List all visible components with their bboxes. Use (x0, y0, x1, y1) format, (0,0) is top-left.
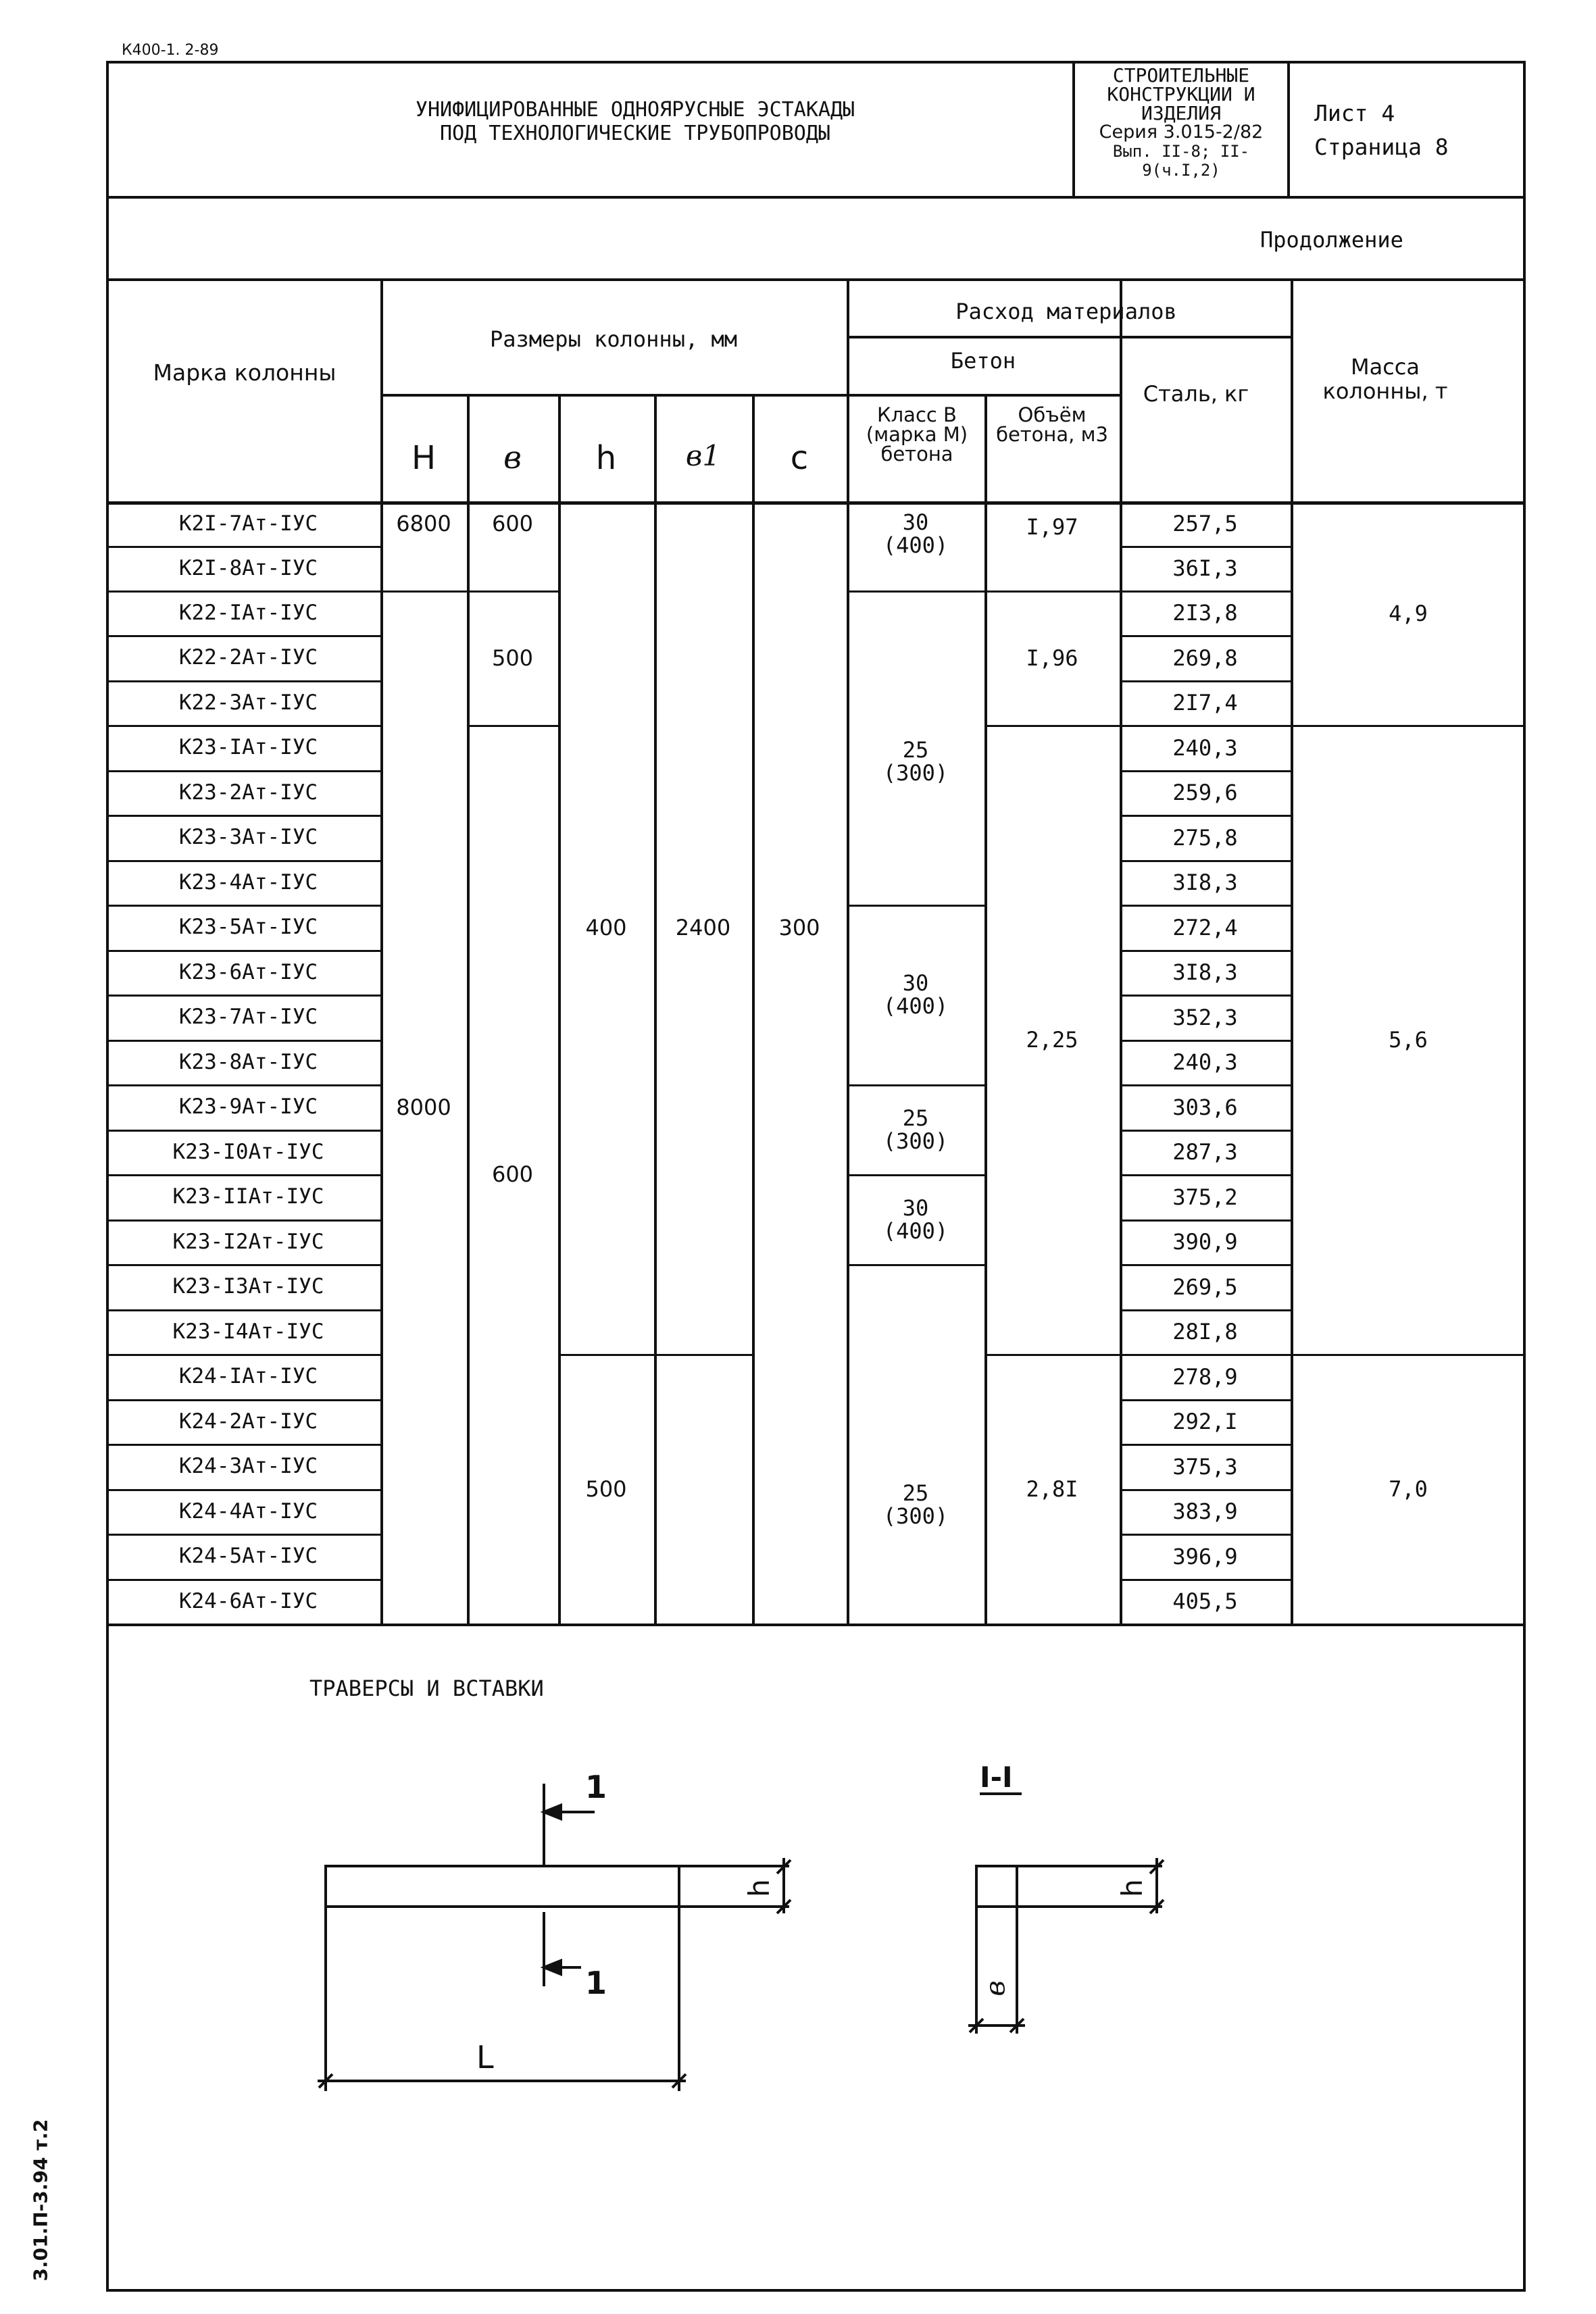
header-mark: Марка колонны (153, 359, 336, 386)
mark-cell-text: К22-3Ат-IУС (178, 690, 318, 715)
mark-cell (116, 1084, 380, 1130)
mark-cell-text: К23-4Ат-IУС (178, 870, 318, 895)
mark-cell-text: К23-6Ат-IУС (178, 959, 318, 984)
h-cell-text: 400 (585, 915, 627, 940)
steel-cell (1120, 546, 1291, 590)
section-title: I-I (980, 1761, 1013, 1794)
H-cell-text: 6800 (396, 511, 451, 536)
class-cell-text: 30 (902, 970, 929, 996)
steel-cell-text: 36I,3 (1172, 555, 1238, 581)
mark-cell (116, 950, 380, 995)
steel-cell-text: 272,4 (1172, 914, 1238, 940)
mark-cell (116, 905, 380, 950)
dim-L-label: L (476, 2039, 494, 2076)
steel-cell (1120, 905, 1291, 950)
steel-cell (1120, 680, 1291, 725)
class-cell (847, 1174, 984, 1264)
class-cell-text: (300) (882, 759, 949, 786)
steel-cell-text: 375,2 (1172, 1184, 1238, 1210)
class-cell-text: 30 (902, 509, 929, 535)
class-cell (847, 1084, 984, 1174)
mark-cell-text: К23-IАт-IУС (178, 735, 318, 759)
steel-cell-text: 2I7,4 (1172, 690, 1238, 715)
mark-cell-text: К23-8Ат-IУС (178, 1049, 318, 1074)
class-cell-text: (300) (882, 1128, 949, 1154)
b-cell-text: 600 (491, 1161, 534, 1187)
header-title-line-1: УНИФИЦИРОВАННЫЕ ОДНОЯРУСНЫЕ ЭСТАКАДЫ (415, 98, 855, 122)
mark-cell-text: К24-IАт-IУС (178, 1364, 318, 1388)
class-cell (847, 604, 984, 918)
b-cell-text: 600 (491, 511, 534, 536)
page-label: Страница 8 (1314, 134, 1449, 160)
steel-cell (1120, 770, 1291, 815)
steel-cell (1120, 1040, 1291, 1084)
header-materials-group: Расход материалов (955, 299, 1177, 324)
mark-cell (116, 1444, 380, 1489)
steel-cell-text: 240,3 (1172, 1049, 1238, 1075)
merge-rule (847, 1264, 984, 1266)
cut-label-bottom: 1 (585, 1965, 607, 2001)
section-line-4: Серия 3.015-2/82 (1099, 122, 1264, 143)
c-cell-text: 300 (778, 915, 820, 940)
steel-cell (1120, 1219, 1291, 1264)
steel-cell (1120, 1084, 1291, 1130)
volume-cell (984, 1354, 1120, 1624)
mark-cell (116, 1219, 380, 1264)
steel-cell-text: 390,9 (1172, 1229, 1238, 1255)
header-section-block (1076, 66, 1287, 180)
H-cell (380, 501, 467, 546)
mark-cell-text: К24-5Ат-IУС (178, 1544, 318, 1568)
steel-cell-text: 275,8 (1172, 824, 1238, 851)
steel-cell (1120, 1579, 1291, 1624)
table-bottom-rule (106, 1624, 1526, 1626)
mark-cell-text: К23-5Ат-IУС (178, 915, 318, 939)
volume-cell (984, 725, 1120, 1354)
volume-cell-text: 2,25 (1026, 1026, 1078, 1053)
mark-cell (116, 1264, 380, 1309)
merge-rule (654, 1354, 752, 1356)
header-divider-2 (1287, 61, 1290, 197)
header-h: h (595, 439, 617, 477)
mark-cell (116, 1399, 380, 1444)
b-cell (467, 725, 558, 1624)
steel-cell (1120, 1489, 1291, 1534)
mark-cell-text: К24-2Ат-IУС (178, 1409, 318, 1434)
header-mass: Масса колонны, т (1322, 354, 1448, 404)
steel-cell-text: 396,9 (1172, 1543, 1238, 1569)
dim-h-label-section: h (1115, 1879, 1149, 1897)
mark-cell (116, 1489, 380, 1534)
mark-cell (116, 995, 380, 1040)
steel-cell-text: 240,3 (1172, 734, 1238, 761)
mark-cell-text: К22-2Ат-IУС (178, 645, 318, 670)
dim-b-label-section: в (980, 1980, 1012, 1996)
b1-cell (654, 501, 752, 1354)
steel-cell (1120, 950, 1291, 995)
b-cell (467, 590, 558, 725)
cut-label-top: 1 (585, 1769, 607, 1805)
mark-cell (116, 1534, 380, 1579)
volume-cell (984, 590, 1120, 725)
steel-cell-text: 28I,8 (1172, 1319, 1238, 1344)
side-stamp: 3.01.П-3.94 т.2 (29, 2119, 52, 2282)
header-concrete-group: Бетон (950, 348, 1016, 374)
drawing-title: ТРАВЕРСЫ И ВСТАВКИ (309, 1676, 544, 1701)
mark-cell (116, 770, 380, 815)
mark-cell-text: К23-2Ат-IУС (178, 780, 318, 805)
steel-cell (1120, 1399, 1291, 1444)
class-cell-text: (400) (882, 532, 949, 558)
mass-cell-text: 4,9 (1389, 600, 1428, 626)
header-rule (847, 394, 1120, 397)
steel-cell (1120, 635, 1291, 680)
steel-cell-text: 3I8,3 (1172, 870, 1238, 895)
h-cell-text: 500 (585, 1476, 627, 1502)
volume-cell-text: I,97 (1026, 514, 1078, 540)
mark-cell-text: К23-I3Ат-IУС (172, 1274, 324, 1299)
header-bottom-rule (106, 196, 1526, 199)
steel-cell (1120, 995, 1291, 1040)
header-c: c (790, 439, 809, 477)
steel-cell (1120, 1130, 1291, 1174)
volume-cell-text: I,96 (1026, 645, 1078, 671)
steel-cell (1120, 590, 1291, 635)
mark-cell (116, 546, 380, 590)
mark-cell (116, 1174, 380, 1219)
mark-cell-text: К23-IIАт-IУС (172, 1184, 324, 1209)
mark-cell (116, 501, 380, 546)
mark-cell-text: К23-I4Ат-IУС (172, 1319, 324, 1344)
mass-cell-text: 7,0 (1389, 1476, 1428, 1502)
steel-cell-text: 3I8,3 (1172, 959, 1238, 985)
mark-cell-text: К24-3Ат-IУС (178, 1454, 318, 1478)
class-cell-text: 25 (902, 1480, 929, 1506)
steel-cell-text: 269,5 (1172, 1274, 1238, 1300)
class-cell-text: 30 (902, 1194, 929, 1221)
class-cell (847, 489, 984, 578)
class-cell-text: 25 (902, 736, 929, 763)
steel-cell-text: 287,3 (1172, 1139, 1238, 1165)
mass-cell-text: 5,6 (1389, 1026, 1428, 1053)
mark-cell-text: К2I-8Ат-IУС (178, 555, 318, 580)
header-rule (380, 394, 849, 397)
steel-cell-text: 352,3 (1172, 1004, 1238, 1030)
H-cell (380, 590, 467, 1624)
H-cell-text: 8000 (396, 1094, 451, 1120)
mark-cell-text: К23-I2Ат-IУС (172, 1229, 324, 1254)
mark-cell (116, 860, 380, 905)
merge-rule (847, 590, 984, 593)
mass-cell (1291, 1354, 1526, 1624)
steel-cell-text: 257,5 (1172, 511, 1238, 536)
steel-cell (1120, 1444, 1291, 1489)
steel-cell (1120, 1354, 1291, 1399)
mark-cell (116, 680, 380, 725)
section-line-2: КОНСТРУКЦИИ И (1107, 83, 1255, 105)
class-cell-text: (400) (882, 1217, 949, 1244)
volume-cell-text: 2,8I (1026, 1476, 1078, 1502)
section-line-1: СТРОИТЕЛЬНЫЕ (1112, 64, 1250, 86)
header-b1: в1 (685, 439, 721, 472)
mark-cell-text: К24-4Ат-IУС (178, 1499, 318, 1524)
continuation-bottom-rule (106, 278, 1526, 281)
header-b: в (503, 439, 522, 476)
header-divider-1 (1072, 61, 1075, 197)
header-H: H (411, 439, 437, 477)
header-steel: Сталь, кг (1143, 381, 1249, 407)
steel-cell-text: 278,9 (1172, 1363, 1238, 1390)
steel-cell (1120, 1534, 1291, 1579)
mark-cell-text: К23-7Ат-IУС (178, 1005, 318, 1029)
mark-cell-text: К2I-7Ат-IУС (178, 511, 318, 536)
mark-cell (116, 1130, 380, 1174)
class-cell-text: 25 (902, 1105, 929, 1131)
h-cell (558, 1354, 654, 1624)
class-cell (847, 905, 984, 1084)
class-cell (847, 1325, 984, 1684)
sheet-label: Лист 4 (1314, 100, 1395, 126)
header-class: Класс В (марка М) бетона (866, 403, 968, 466)
steel-cell-text: 2I3,8 (1172, 600, 1238, 626)
section-line-3: ИЗДЕЛИЯ (1141, 102, 1221, 124)
steel-cell (1120, 1264, 1291, 1309)
corner-code: К400-1. 2-89 (122, 42, 219, 59)
steel-cell-text: 259,6 (1172, 780, 1238, 805)
steel-cell (1120, 815, 1291, 860)
continuation-label: Продолжение (1260, 227, 1403, 253)
dim-h-label-beam: h (742, 1879, 776, 1897)
mass-cell (1291, 501, 1526, 725)
mark-cell-text: К22-IАт-IУС (178, 600, 318, 625)
mark-cell-text: К23-3Ат-IУС (178, 825, 318, 849)
c-cell (752, 501, 847, 1354)
mark-cell (116, 1040, 380, 1084)
b-cell (467, 501, 558, 546)
b1-cell-text: 2400 (675, 915, 731, 940)
mark-cell (116, 1309, 380, 1354)
steel-cell-text: 269,8 (1172, 645, 1238, 671)
mark-cell (116, 590, 380, 635)
steel-cell-text: 405,5 (1172, 1588, 1238, 1614)
mark-cell (116, 1354, 380, 1399)
mark-cell-text: К24-6Ат-IУС (178, 1588, 318, 1613)
steel-cell-text: 375,3 (1172, 1453, 1238, 1480)
header-dims-group: Размеры колонны, мм (489, 326, 738, 352)
steel-cell (1120, 860, 1291, 905)
steel-cell (1120, 725, 1291, 770)
header-rule (847, 336, 1291, 338)
mark-cell (116, 1579, 380, 1624)
steel-cell (1120, 501, 1291, 546)
b-cell-text: 500 (491, 645, 534, 671)
section-line-5: Вып. II-8; II-9(ч.I,2) (1112, 142, 1250, 180)
mass-cell (1291, 725, 1526, 1354)
mark-cell (116, 635, 380, 680)
steel-cell-text: 292,I (1172, 1409, 1238, 1434)
header-title-line-2: ПОД ТЕХНОЛОГИЧЕСКИЕ ТРУБОПРОВОДЫ (440, 122, 830, 145)
header-volume: Объём бетона, м3 (996, 403, 1108, 446)
steel-cell (1120, 1174, 1291, 1219)
mark-cell-text: К23-9Ат-IУС (178, 1095, 318, 1119)
steel-cell-text: 383,9 (1172, 1499, 1238, 1524)
class-cell-text: (400) (882, 993, 949, 1019)
mark-cell (116, 815, 380, 860)
mark-cell-text: К23-I0Ат-IУС (172, 1139, 324, 1164)
mark-cell (116, 725, 380, 770)
volume-cell (984, 501, 1120, 553)
class-cell-text: (300) (882, 1503, 949, 1529)
steel-cell (1120, 1309, 1291, 1354)
steel-cell-text: 303,6 (1172, 1094, 1238, 1120)
h-cell (558, 501, 654, 1354)
